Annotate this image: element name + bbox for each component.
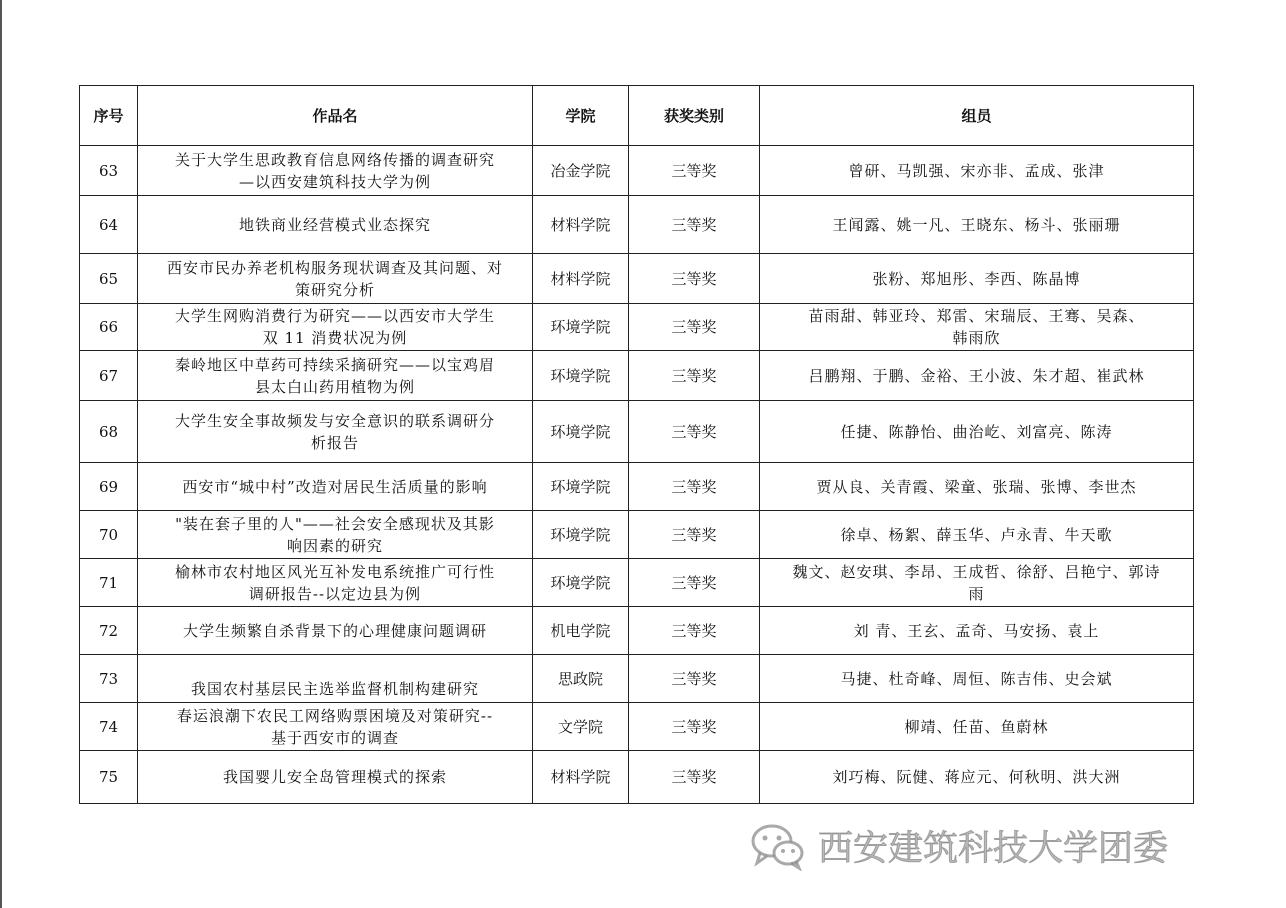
cell-index: 64 bbox=[80, 196, 138, 254]
cell-members-line: 刘 青、王玄、孟奇、马安扬、袁上 bbox=[853, 621, 1100, 640]
awards-table bbox=[79, 85, 1194, 804]
cell-title-line: 大学生网购消费行为研究——以西安市大学生 bbox=[174, 307, 495, 325]
cell-title-line: —以西安建筑科技大学为例 bbox=[238, 172, 431, 191]
cell-members bbox=[760, 751, 1194, 804]
cell-members-line: 贾从良、关青霞、梁童、张瑞、张博、李世杰 bbox=[816, 477, 1137, 496]
cell-members bbox=[760, 196, 1194, 254]
cell-award: 三等奖 bbox=[629, 304, 760, 351]
table-row bbox=[80, 751, 1194, 804]
cell-members bbox=[760, 607, 1194, 655]
table-row bbox=[80, 511, 1194, 559]
cell-index: 65 bbox=[80, 254, 138, 304]
cell-college: 文学院 bbox=[533, 703, 629, 751]
cell-award: 三等奖 bbox=[629, 511, 760, 559]
table-row bbox=[80, 703, 1194, 751]
cell-title bbox=[138, 511, 533, 559]
table-row bbox=[80, 304, 1194, 351]
cell-title-line: "装在套子里的人"——社会安全感现状及其影 bbox=[175, 514, 495, 533]
cell-members bbox=[760, 401, 1194, 463]
watermark bbox=[748, 816, 1168, 876]
cell-title-line: 调研报告--以定边县为例 bbox=[248, 584, 422, 603]
cell-members-line: 吕鹏翔、于鹏、金裕、王小波、朱才超、崔武林 bbox=[808, 366, 1145, 385]
cell-college: 环境学院 bbox=[533, 511, 629, 559]
cell-members bbox=[760, 146, 1194, 196]
cell-title bbox=[138, 146, 533, 196]
cell-members-line: 王闻露、姚一凡、王晓东、杨斗、张丽珊 bbox=[832, 215, 1121, 234]
cell-title bbox=[138, 196, 533, 254]
cell-title-line: 地铁商业经营模式业态探究 bbox=[238, 215, 431, 234]
header-award: 获奖类别 bbox=[629, 86, 760, 146]
cell-members bbox=[760, 304, 1194, 351]
cell-title bbox=[138, 607, 533, 655]
cell-college: 思政院 bbox=[533, 655, 629, 703]
cell-index: 67 bbox=[80, 351, 138, 401]
cell-title-line: 春运浪潮下农民工网络购票困境及对策研究-- bbox=[176, 706, 494, 725]
cell-title-line: 大学生安全事故频发与安全意识的联系调研分 bbox=[174, 411, 495, 430]
cell-index: 73 bbox=[80, 655, 138, 703]
cell-title-line: 县太白山药用植物为例 bbox=[254, 377, 415, 396]
cell-members-line: 马捷、杜奇峰、周恒、陈吉伟、史会斌 bbox=[840, 669, 1113, 688]
cell-title-line: 双 11 消费状况为例 bbox=[262, 329, 408, 347]
cell-title bbox=[138, 254, 533, 304]
cell-title-line: 我国农村基层民主选举监督机制构建研究 bbox=[190, 680, 479, 698]
cell-index: 74 bbox=[80, 703, 138, 751]
cell-members bbox=[760, 254, 1194, 304]
cell-index: 71 bbox=[80, 559, 138, 607]
cell-members bbox=[760, 703, 1194, 751]
wechat-logo-icon bbox=[748, 821, 808, 871]
cell-members bbox=[760, 511, 1194, 559]
cell-college: 环境学院 bbox=[533, 401, 629, 463]
cell-members-line: 雨 bbox=[968, 584, 985, 603]
cell-award: 三等奖 bbox=[629, 146, 760, 196]
cell-award: 三等奖 bbox=[629, 751, 760, 804]
cell-title bbox=[138, 351, 533, 401]
cell-members-line: 张粉、郑旭彤、李西、陈晶博 bbox=[872, 269, 1081, 288]
cell-award: 三等奖 bbox=[629, 703, 760, 751]
cell-title-line: 我国婴儿安全岛管理模式的探索 bbox=[222, 768, 447, 786]
cell-title bbox=[138, 463, 533, 511]
cell-title-line: 大学生频繁自杀背景下的心理健康问题调研 bbox=[182, 621, 487, 640]
cell-members-line: 韩雨欣 bbox=[952, 329, 1001, 347]
cell-title bbox=[138, 703, 533, 751]
cell-title bbox=[138, 304, 533, 351]
cell-members-line: 苗雨甜、韩亚玲、郑雷、宋瑞辰、王骞、吴森、 bbox=[808, 307, 1145, 325]
cell-title-line: 策研究分析 bbox=[294, 280, 375, 299]
cell-members bbox=[760, 351, 1194, 401]
table-row bbox=[80, 607, 1194, 655]
cell-award: 三等奖 bbox=[629, 655, 760, 703]
cell-members-line: 刘巧梅、阮健、蒋应元、何秋明、洪大洲 bbox=[832, 768, 1121, 786]
cell-award: 三等奖 bbox=[629, 196, 760, 254]
cell-college: 材料学院 bbox=[533, 751, 629, 804]
cell-index: 69 bbox=[80, 463, 138, 511]
cell-members bbox=[760, 463, 1194, 511]
cell-college: 环境学院 bbox=[533, 559, 629, 607]
cell-members bbox=[760, 559, 1194, 607]
table-row bbox=[80, 463, 1194, 511]
header-members: 组员 bbox=[760, 86, 1194, 146]
cell-members bbox=[760, 655, 1194, 703]
cell-college: 环境学院 bbox=[533, 463, 629, 511]
cell-college: 材料学院 bbox=[533, 254, 629, 304]
table-row bbox=[80, 351, 1194, 401]
cell-award: 三等奖 bbox=[629, 463, 760, 511]
table-header-row bbox=[80, 86, 1194, 146]
cell-title-line: 析报告 bbox=[310, 433, 359, 452]
cell-title-line: 基于西安市的调查 bbox=[270, 728, 399, 747]
cell-award: 三等奖 bbox=[629, 351, 760, 401]
table-body bbox=[80, 146, 1194, 804]
watermark-text: 西安建筑科技大学团委 bbox=[818, 829, 1169, 869]
cell-index: 72 bbox=[80, 607, 138, 655]
cell-college: 材料学院 bbox=[533, 196, 629, 254]
cell-index: 70 bbox=[80, 511, 138, 559]
cell-title-line: 响因素的研究 bbox=[286, 536, 383, 555]
table-row bbox=[80, 655, 1194, 703]
cell-college: 环境学院 bbox=[533, 351, 629, 401]
cell-index: 63 bbox=[80, 146, 138, 196]
cell-title-line: 秦岭地区中草药可持续采摘研究——以宝鸡眉 bbox=[174, 355, 495, 374]
cell-title-line: 西安市民办养老机构服务现状调查及其问题、对 bbox=[166, 258, 503, 277]
cell-title-line: 关于大学生思政教育信息网络传播的调查研究 bbox=[174, 150, 495, 169]
cell-college: 冶金学院 bbox=[533, 146, 629, 196]
page-edge-line bbox=[0, 0, 2, 908]
cell-index: 75 bbox=[80, 751, 138, 804]
cell-members-line: 任捷、陈静怡、曲治屹、刘富亮、陈涛 bbox=[840, 422, 1113, 441]
cell-title-line: 榆林市农村地区风光互补发电系统推广可行性 bbox=[174, 562, 495, 581]
header-index: 序号 bbox=[80, 86, 138, 146]
table-row bbox=[80, 196, 1194, 254]
cell-index: 66 bbox=[80, 304, 138, 351]
cell-title-line: 西安市“城中村”改造对居民生活质量的影响 bbox=[182, 477, 488, 496]
cell-members-line: 曾研、马凯强、宋亦非、孟成、张津 bbox=[848, 161, 1105, 180]
cell-award: 三等奖 bbox=[629, 401, 760, 463]
cell-title bbox=[138, 751, 533, 804]
cell-college: 环境学院 bbox=[533, 304, 629, 351]
header-title: 作品名 bbox=[138, 86, 533, 146]
cell-title bbox=[138, 655, 533, 703]
header-college: 学院 bbox=[533, 86, 629, 146]
table-row bbox=[80, 559, 1194, 607]
cell-award: 三等奖 bbox=[629, 559, 760, 607]
table-row bbox=[80, 401, 1194, 463]
cell-members-line: 柳靖、任苗、鱼蔚林 bbox=[904, 717, 1049, 736]
cell-title bbox=[138, 559, 533, 607]
cell-award: 三等奖 bbox=[629, 254, 760, 304]
cell-college: 机电学院 bbox=[533, 607, 629, 655]
cell-index: 68 bbox=[80, 401, 138, 463]
table-row bbox=[80, 254, 1194, 304]
cell-title bbox=[138, 401, 533, 463]
cell-award: 三等奖 bbox=[629, 607, 760, 655]
table-row bbox=[80, 146, 1194, 196]
cell-members-line: 徐卓、杨絮、薛玉华、卢永青、牛天歌 bbox=[840, 525, 1113, 544]
cell-members-line: 魏文、赵安琪、李昂、王成哲、徐舒、吕艳宁、郭诗 bbox=[792, 562, 1161, 581]
